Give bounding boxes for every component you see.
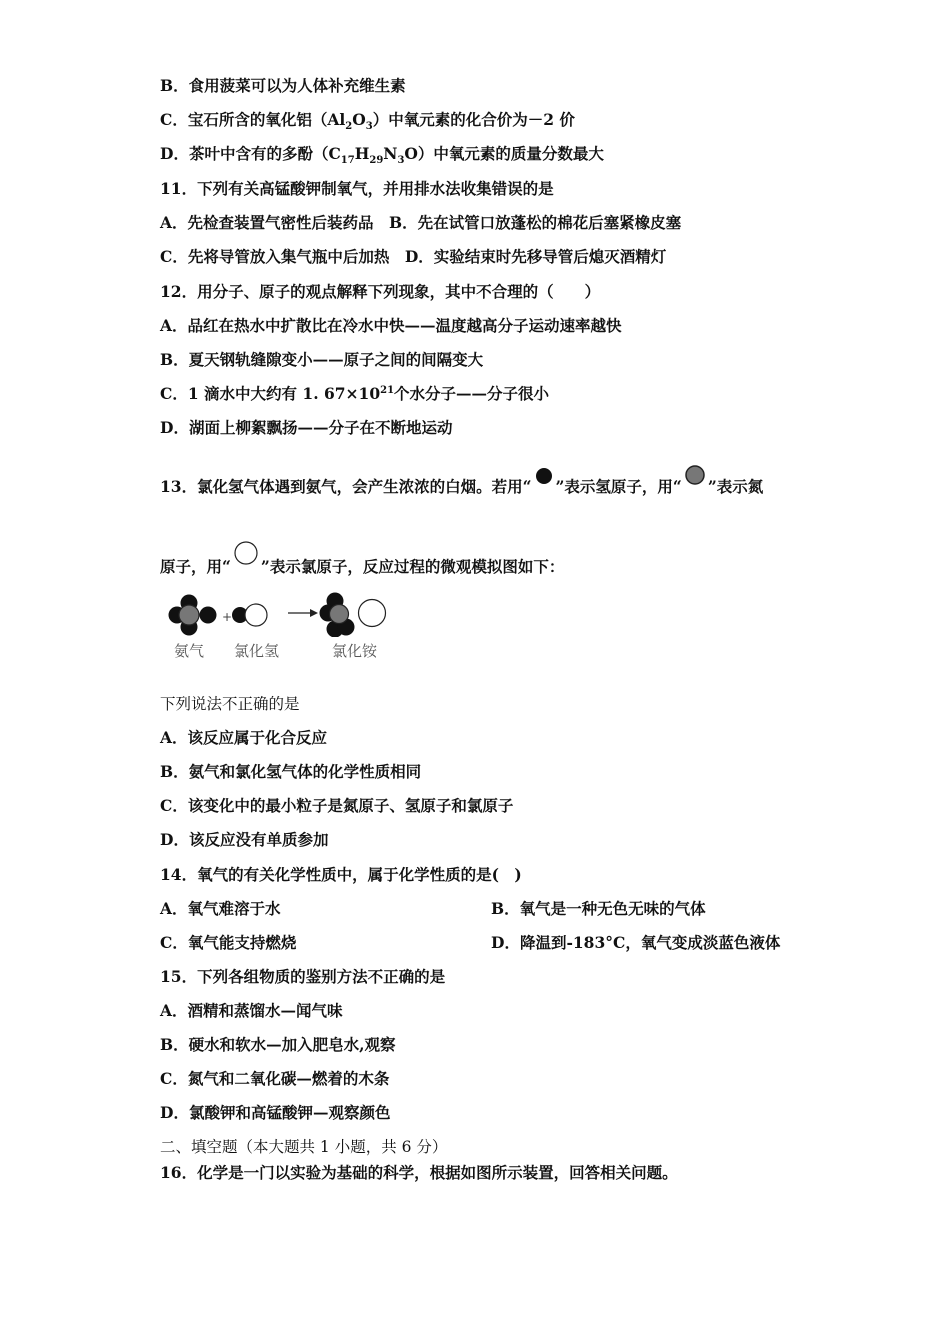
- q12-option-c: C．1 滴水中大约有 1. $67\times 10^{21}$个水分子——分子很小: [160, 384, 550, 403]
- q16-stem: 16．化学是一门以实验为基础的科学，根据如图所示装置，回答相关问题。: [160, 1163, 678, 1182]
- hydrogen-chloride-molecule: [232, 604, 267, 626]
- q13-question: 下列说法不正确的是: [160, 695, 300, 713]
- chlorine-atom-icon: [233, 540, 259, 566]
- q10-option-b: B．食用菠菜可以为人体补充维生素: [160, 76, 406, 95]
- q14-option-c: C．氧气能支持燃烧: [160, 933, 297, 952]
- q13-option-d: D．该反应没有单质参加: [160, 830, 329, 849]
- ammonium-chloride-molecule: [320, 593, 386, 638]
- q10-option-c: C．宝石所含的氧化铝$(Al_2O_3)$中氧元素的化合价为－2 价: [160, 110, 575, 133]
- ammonia-molecule: [169, 595, 217, 636]
- q10-option-d: D．茶叶中含有的多酚$(C_{17}H_{29}N_3O)$中氧元素的质量分数最大: [160, 144, 604, 167]
- q12-option-d: D．湖面上柳絮飘扬——分子在不断地运动: [160, 418, 453, 437]
- q13-stem-line1: 13．氯化氢气体遇到氨气，会产生浓浓的白烟。若用“ ”表示氢原子，用“ ”表示氮: [160, 464, 763, 497]
- label-ammonia: 氨气: [174, 642, 205, 660]
- q12-option-b: B．夏天钢轨缝隙变小——原子之间的间隔变大: [160, 350, 484, 369]
- q13-option-c: C．该变化中的最小粒子是氮原子、氢原子和氯原子: [160, 796, 514, 815]
- q12-stem: 12．用分子、原子的观点解释下列现象，其中不合理的（ ）: [160, 282, 601, 301]
- label-hydrogen-chloride: 氯化氢: [234, 642, 280, 660]
- q15-stem: 15．下列各组物质的鉴别方法不正确的是: [160, 967, 446, 986]
- q11-options-cd: C．先将导管放入集气瓶中后加热 D．实验结束时先移导管后熄灭酒精灯: [160, 247, 667, 266]
- plus-sign: +: [222, 610, 233, 624]
- label-ammonium-chloride: 氯化铵: [332, 642, 378, 660]
- nitrogen-atom-icon: [684, 464, 706, 486]
- q11-options-ab: A．先检查装置气密性后装药品 B．先在试管口放蓬松的棉花后塞紧橡皮塞: [160, 213, 682, 232]
- q15-option-b: B．硬水和软水—加入肥皂水,观察: [160, 1035, 396, 1054]
- q15-option-c: C．氮气和二氧化碳—燃着的木条: [160, 1069, 390, 1088]
- q15-option-d: D．氯酸钾和高锰酸钾—观察颜色: [160, 1103, 391, 1122]
- q13-option-a: A．该反应属于化合反应: [160, 728, 328, 747]
- q13-stem-line2: 原子，用“ ”表示氯原子，反应过程的微观模拟图如下：: [160, 540, 564, 577]
- q14-option-a: A．氧气难溶于水: [160, 899, 281, 918]
- q11-stem: 11．下列有关高锰酸钾制氧气，并用排水法收集错误的是: [160, 179, 554, 198]
- q14-option-b: B．氧气是一种无色无味的气体: [491, 899, 706, 918]
- q13-option-b: B．氨气和氯化氢气体的化学性质相同: [160, 762, 422, 781]
- reaction-diagram: [160, 585, 400, 637]
- q14-stem: 14．氧气的有关化学性质中，属于化学性质的是( ): [160, 865, 522, 884]
- reaction-arrow: [288, 609, 318, 617]
- q14-option-d: D．降温到-183°C，氧气变成淡蓝色液体: [491, 933, 781, 952]
- hydrogen-atom-icon: [534, 466, 554, 486]
- q15-option-a: A．酒精和蒸馏水—闻气味: [160, 1001, 343, 1020]
- q12-option-a: A．品红在热水中扩散比在冷水中快——温度越高分子运动速率越快: [160, 316, 622, 335]
- section-heading-fill-in: 二、填空题（本大题共 1 小题，共 6 分）: [160, 1138, 448, 1156]
